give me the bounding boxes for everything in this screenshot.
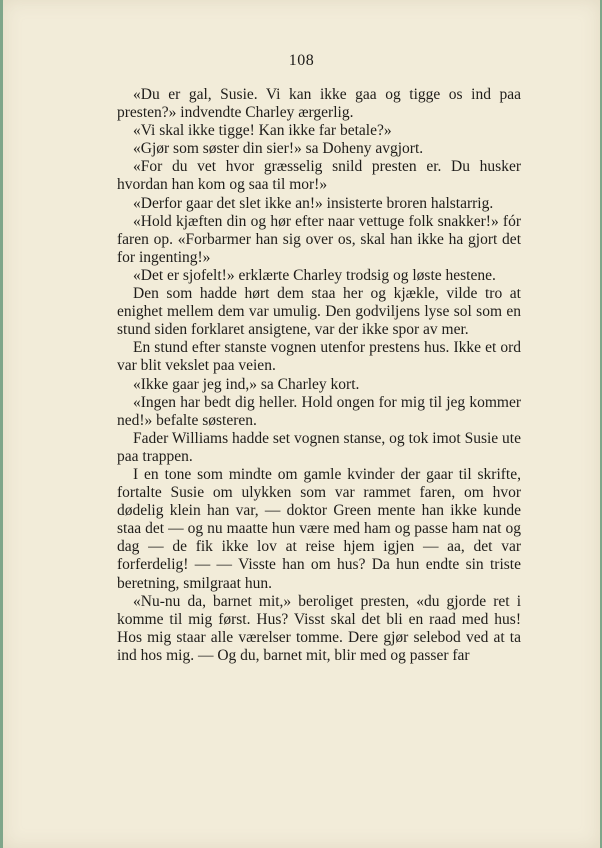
paragraph: «For du vet hvor græsselig snild presten er. Du husker hvordan han kom og saa til mor!» xyxy=(117,158,521,194)
paragraph: Den som hadde hørt dem staa her og kjækle, vilde tro at enighet mellem dem var umulig. Den godviljens lyse sol som en stund siden forklaret ansigtene, var der ikke spor av mer. xyxy=(117,285,521,339)
paragraph: I en tone som mindte om gamle kvinder der gaar til skrifte, fortalte Susie om ulykken som var rammet faren, om hvor dødelig klein han var, — doktor Green mente han ikke kunde staa det — og nu maatte hun være med ham og passe ham nat og dag — de fik ikke lov at reise hjem igjen — aa, det var forferdelig! — — Visste han om hus? Da hun endte sin triste beretning, smilgraat hun. xyxy=(117,465,521,592)
paragraph: «Ikke gaar jeg ind,» sa Charley kort. xyxy=(133,375,360,393)
paragraph: «Gjør som søster din sier!» sa Doheny avgjort. xyxy=(133,140,424,158)
paragraph: «Ingen har bedt dig heller. Hold ongen for mig til jeg kommer ned!» befalte søsteren. xyxy=(117,393,521,429)
paragraph: En stund efter stanste vognen utenfor prestens hus. Ikke et ord var blit vekslet paa veien. xyxy=(117,339,521,375)
paragraph: «Det er sjofelt!» erklærte Charley trodsig og løste hestene. xyxy=(133,266,496,284)
page-number: 108 xyxy=(288,52,315,69)
paragraph: «Hold kjæften din og hør efter naar vettuge folk snakker!» fór faren op. «Forbarmer han sig over os, skal han ikke ha gjort det for ingenting!» xyxy=(117,212,521,266)
paragraph: «Du er gal, Susie. Vi kan ikke gaa og tigge os ind paa presten?» indvendte Charley ærgerlig. xyxy=(117,86,521,122)
paragraph: Fader Williams hadde set vognen stanse, og tok imot Susie ute paa trappen. xyxy=(117,429,521,465)
paragraph: «Vi skal ikke tigge! Kan ikke far betale?» xyxy=(133,122,392,140)
book-page xyxy=(3,0,600,848)
body-text xyxy=(117,86,521,665)
paragraph: «Derfor gaar det slet ikke an!» insisterte broren halstarrig. xyxy=(133,194,494,212)
paragraph: «Nu-nu da, barnet mit,» beroliget presten, «du gjorde ret i komme til mig først. Hus? Visst skal det bli en raad med hus! Hos mig staar alle værelser tomme. Dere gjør selebod ved at ta ind hos mig. — Og du, barnet mit, blir med og passer far xyxy=(117,592,521,664)
